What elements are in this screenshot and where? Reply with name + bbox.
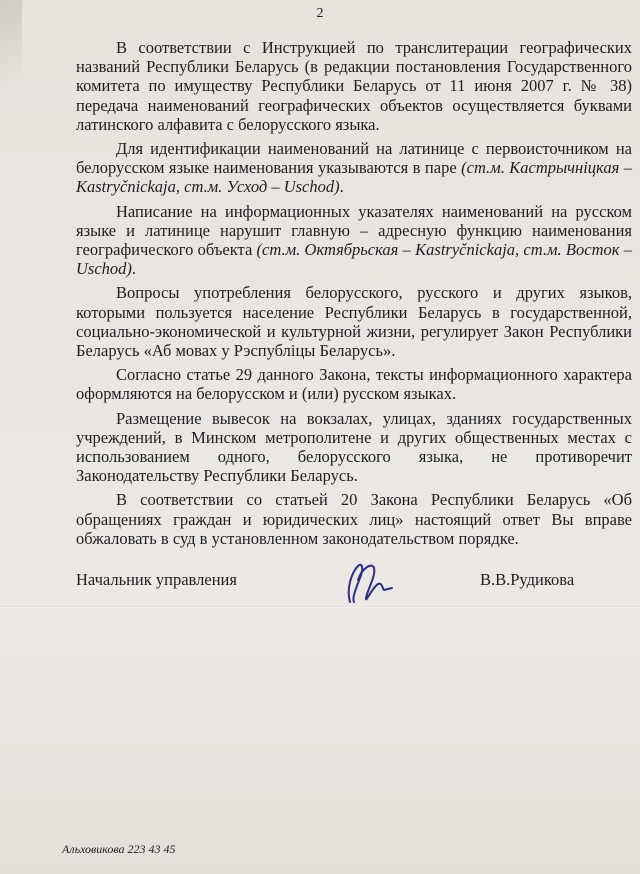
letter-body: [76, 38, 632, 553]
paragraph-identification: Для идентификации наименований на латинице с первоисточником на белорусском языке наименования указываются в паре (ст.м. Кастрычніцкая – Kastryčnickaja, ст.м. Усход – Uschod).: [76, 139, 632, 197]
paragraph-language-law: Вопросы употребления белорусского, русского и других языков, которыми пользуется население Республики Беларусь в государственной, социально-экономической и культурной жизни, регулирует Закон Республики Беларусь «Аб мовах у Рэспубліцы Беларусь».: [76, 283, 632, 361]
paragraph-transliteration: В соответствии с Инструкцией по транслитерации географических названий Республики Беларусь (в редакции постановления Государственного комитета по имуществу Республики Беларусь от 11 июня 2007 г. № 38) передача наименований географических объектов осуществляется буквами латинского алфавита с белорусского языка.: [76, 38, 632, 134]
paragraph-signs-placement: Размещение вывесок на вокзалах, улицах, зданиях государственных учреждений, в Минском метрополитене и других общественных местах с использованием одного, белорусского языка, не противоречит Законодательству Республики Беларусь.: [76, 408, 632, 486]
handwritten-signature: [332, 558, 402, 608]
paragraph-appeal-rights: В соответствии со статьей 20 Закона Республики Беларусь «Об обращениях граждан и юридических лиц» настоящий ответ Вы вправе обжаловать в суд в установленном законодательством порядке.: [76, 490, 632, 548]
paragraph-signage-rules: Написание на информационных указателях наименований на русском языке и латинице нарушит главную – адресную функцию наименования географического объекта (ст.м. Октябрьская – Kastryčnickaja, ст.м. Восток – Uschod).: [76, 201, 632, 279]
signatory-title: Начальник управления: [76, 570, 237, 589]
page-number: 2: [316, 6, 324, 21]
signatory-name: В.В.Рудикова: [480, 570, 575, 589]
contact-footer: Альховикова 223 43 45: [62, 842, 176, 856]
paragraph-article-29: Согласно статье 29 данного Закона, тексты информационного характера оформляются на белорусском и (или) русском языках.: [76, 365, 632, 404]
signature-block: [76, 570, 632, 610]
